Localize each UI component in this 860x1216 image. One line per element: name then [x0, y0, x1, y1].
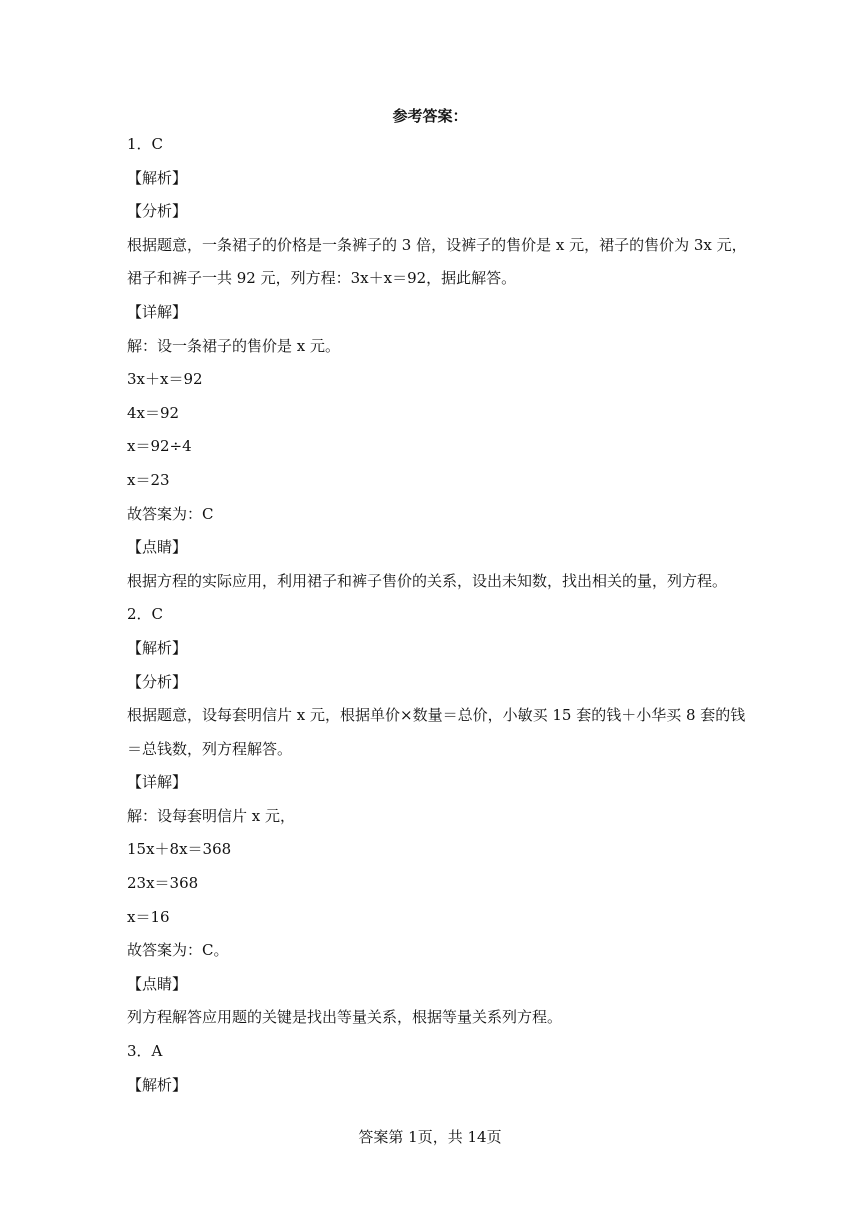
answer-line: 解：设每套明信片 x 元， — [127, 806, 295, 825]
answer-line: 2．C — [127, 605, 164, 624]
answer-line: 【详解】 — [127, 773, 188, 792]
answer-line: 故答案为：C。 — [127, 941, 229, 960]
answer-line: 23x＝368 — [127, 874, 199, 893]
answer-line: x＝92÷4 — [127, 437, 192, 456]
answer-line: 3x＋x＝92 — [127, 370, 203, 389]
answer-line: 根据题意，一条裙子的价格是一条裤子的 3 倍，设裤子的售价是 x 元，裙子的售价为 3x 元， — [127, 235, 747, 254]
answer-line: ＝总钱数，列方程解答。 — [127, 739, 293, 758]
answer-line: x＝23 — [127, 470, 170, 489]
answer-line: 根据方程的实际应用，利用裙子和裤子售价的关系，设出未知数，找出相关的量，列方程。 — [127, 571, 728, 590]
page-footer: 答案第 1页，共 14页 — [358, 1128, 502, 1146]
answer-line: 【解析】 — [127, 168, 188, 187]
answer-line: 4x＝92 — [127, 403, 180, 422]
answer-line: 列方程解答应用题的关键是找出等量关系，根据等量关系列方程。 — [127, 1008, 563, 1027]
answer-line: 3．A — [127, 1042, 163, 1061]
answer-line: x＝16 — [127, 907, 170, 926]
answer-line: 根据题意，设每套明信片 x 元，根据单价×数量＝总价，小敏买 15 套的钱＋小华买 8 套的钱 — [127, 706, 746, 725]
answer-line: 【解析】 — [127, 1075, 188, 1094]
answer-line: 解：设一条裙子的售价是 x 元。 — [127, 336, 340, 355]
answer-line: 15x＋8x＝368 — [127, 840, 232, 859]
answer-line: 【解析】 — [127, 638, 188, 657]
answer-line: 【详解】 — [127, 302, 188, 321]
answer-line: 1．C — [127, 135, 164, 153]
answer-line: 故答案为：C — [127, 504, 214, 523]
answer-line: 【分析】 — [127, 202, 188, 221]
answer-line: 裙子和裤子一共 92 元，列方程：3x＋x＝92，据此解答。 — [127, 269, 517, 288]
answer-line: 【分析】 — [127, 672, 188, 691]
page-title: 参考答案： — [392, 107, 468, 125]
answer-content — [127, 134, 747, 1108]
answer-line: 【点睛】 — [127, 538, 188, 557]
answer-line: 【点睛】 — [127, 974, 188, 993]
